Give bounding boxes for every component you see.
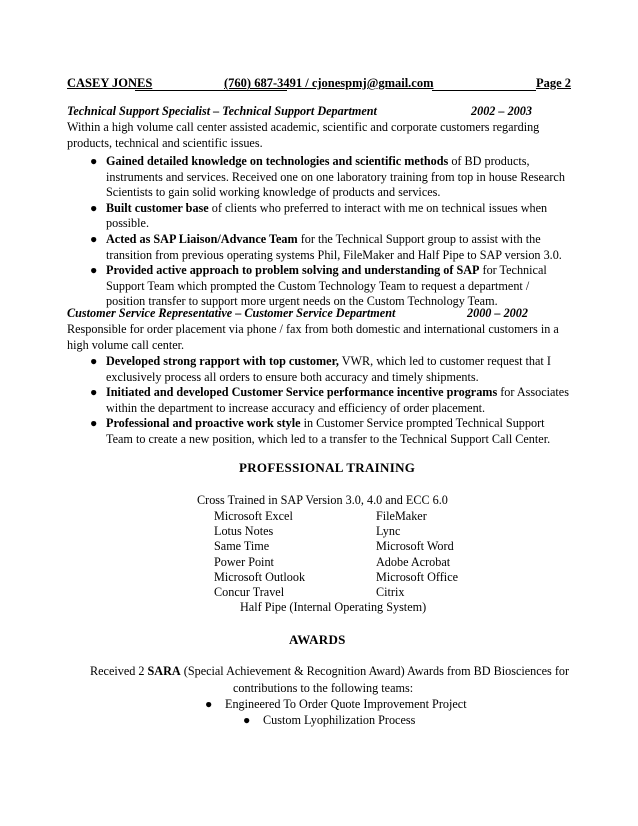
bullet-text: in Customer Service prompted Technical Support Team to create a new position, which led to a transfer to the Technical Support Call Center. bbox=[106, 416, 551, 446]
bullet-icon: ● bbox=[90, 231, 98, 246]
bullet-text: for Associates within the department to increase accuracy and efficiency of order placement. bbox=[106, 385, 569, 415]
list-item bbox=[90, 385, 571, 416]
training-item: Concur Travel bbox=[214, 585, 285, 599]
contact-info: (760) 687-3491 / cjonespmj@gmail.com bbox=[224, 76, 434, 90]
training-footer: Half Pipe (Internal Operating System) bbox=[240, 600, 427, 614]
bullet-icon: ● bbox=[90, 154, 98, 168]
bullet-icon: ● bbox=[243, 713, 251, 727]
award-item: Custom Lyophilization Process bbox=[263, 713, 416, 727]
list-item bbox=[90, 200, 571, 232]
training-item: Same Time bbox=[214, 539, 270, 553]
bullet-bold: Professional and proactive work style bbox=[106, 416, 301, 431]
list-item bbox=[90, 231, 571, 263]
job-bullets bbox=[90, 354, 571, 448]
awards-text: Received 2 bbox=[90, 664, 148, 678]
training-item: Microsoft Office bbox=[376, 570, 459, 584]
award-item: Engineered To Order Quote Improvement Project bbox=[225, 697, 467, 711]
list-item bbox=[90, 416, 571, 447]
bullet-text: of BD products, instruments and services. Received one on one laboratory training from top in house Research Scientists to gain solid working knowledge of products and services. bbox=[106, 154, 565, 200]
list-item bbox=[90, 354, 571, 385]
job-description: Within a high volume call center assisted academic, scientific and corporate customers regarding products, technical and scientific issues. bbox=[67, 120, 540, 150]
job-title: Customer Service Representative – Customer Service Department bbox=[67, 306, 396, 320]
bullet-bold: Initiated and developed Customer Service performance incentive programs bbox=[106, 385, 498, 400]
bullet-icon: ● bbox=[205, 697, 213, 711]
bullet-icon: ● bbox=[90, 263, 98, 278]
training-item: Microsoft Outlook bbox=[214, 570, 306, 584]
job-description: Responsible for order placement via phone / fax from both domestic and international customers in a high volume call center. bbox=[67, 322, 559, 352]
bullet-bold: Acted as SAP Liaison/Advance Team bbox=[106, 231, 298, 246]
page-header bbox=[67, 76, 571, 92]
awards-text: (Special Achievement & Recognition Award) Awards from BD Biosciences for bbox=[180, 664, 570, 678]
bullet-text: for the Technical Support group to assist with the transition from previous operating systems Phil, FileMaker and Half Pipe to SAP version 3.0. bbox=[106, 231, 562, 262]
bullet-icon: ● bbox=[90, 354, 98, 368]
section-heading: PROFESSIONAL TRAINING bbox=[239, 460, 416, 475]
section-heading: AWARDS bbox=[289, 632, 346, 647]
job-dates: 2000 – 2002 bbox=[467, 306, 528, 320]
training-item: Citrix bbox=[376, 585, 405, 599]
list-item bbox=[90, 263, 571, 310]
job-bullets bbox=[90, 154, 571, 310]
training-item: Lync bbox=[376, 524, 401, 538]
candidate-name: CASEY JONES bbox=[67, 76, 153, 90]
bullet-bold: Built customer base bbox=[106, 200, 209, 215]
bullet-text: of clients who preferred to interact with me on technical issues when possible. bbox=[106, 200, 548, 231]
awards-description-line: contributions to the following teams: bbox=[233, 681, 414, 695]
bullet-icon: ● bbox=[90, 416, 98, 431]
training-item: Microsoft Excel bbox=[214, 509, 293, 523]
bullet-text: VWR, which led to customer request that I exclusively process all orders to ensure both accuracy and timely shipments. bbox=[106, 354, 551, 384]
awards-text-bold: SARA bbox=[147, 664, 181, 678]
bullet-bold: Gained detailed knowledge on technologies and scientific methods bbox=[106, 154, 449, 168]
bullet-icon: ● bbox=[90, 385, 98, 400]
header-underline bbox=[432, 90, 536, 91]
bullet-bold: Developed strong rapport with top customer, bbox=[106, 354, 339, 368]
training-item: Lotus Notes bbox=[214, 524, 274, 538]
bullet-bold: Provided active approach to problem solving and understanding of SAP bbox=[106, 263, 480, 278]
training-item: Microsoft Word bbox=[376, 539, 454, 553]
bullet-icon: ● bbox=[90, 200, 98, 215]
training-item: Power Point bbox=[214, 555, 274, 569]
training-item: FileMaker bbox=[376, 509, 427, 523]
job-dates: 2002 – 2003 bbox=[471, 104, 532, 118]
list-item bbox=[90, 154, 571, 201]
training-intro: Cross Trained in SAP Version 3.0, 4.0 and ECC 6.0 bbox=[197, 493, 448, 507]
page-number: Page 2 bbox=[535, 76, 571, 90]
awards-description bbox=[90, 664, 569, 680]
bullet-text: for Technical Support Team which prompted the Custom Technology Team to request a department / position transfer to support more urgent needs on the Custom Technology Team. bbox=[106, 263, 547, 309]
training-item: Adobe Acrobat bbox=[376, 555, 451, 569]
job-title: Technical Support Specialist – Technical Support Department bbox=[67, 104, 377, 118]
